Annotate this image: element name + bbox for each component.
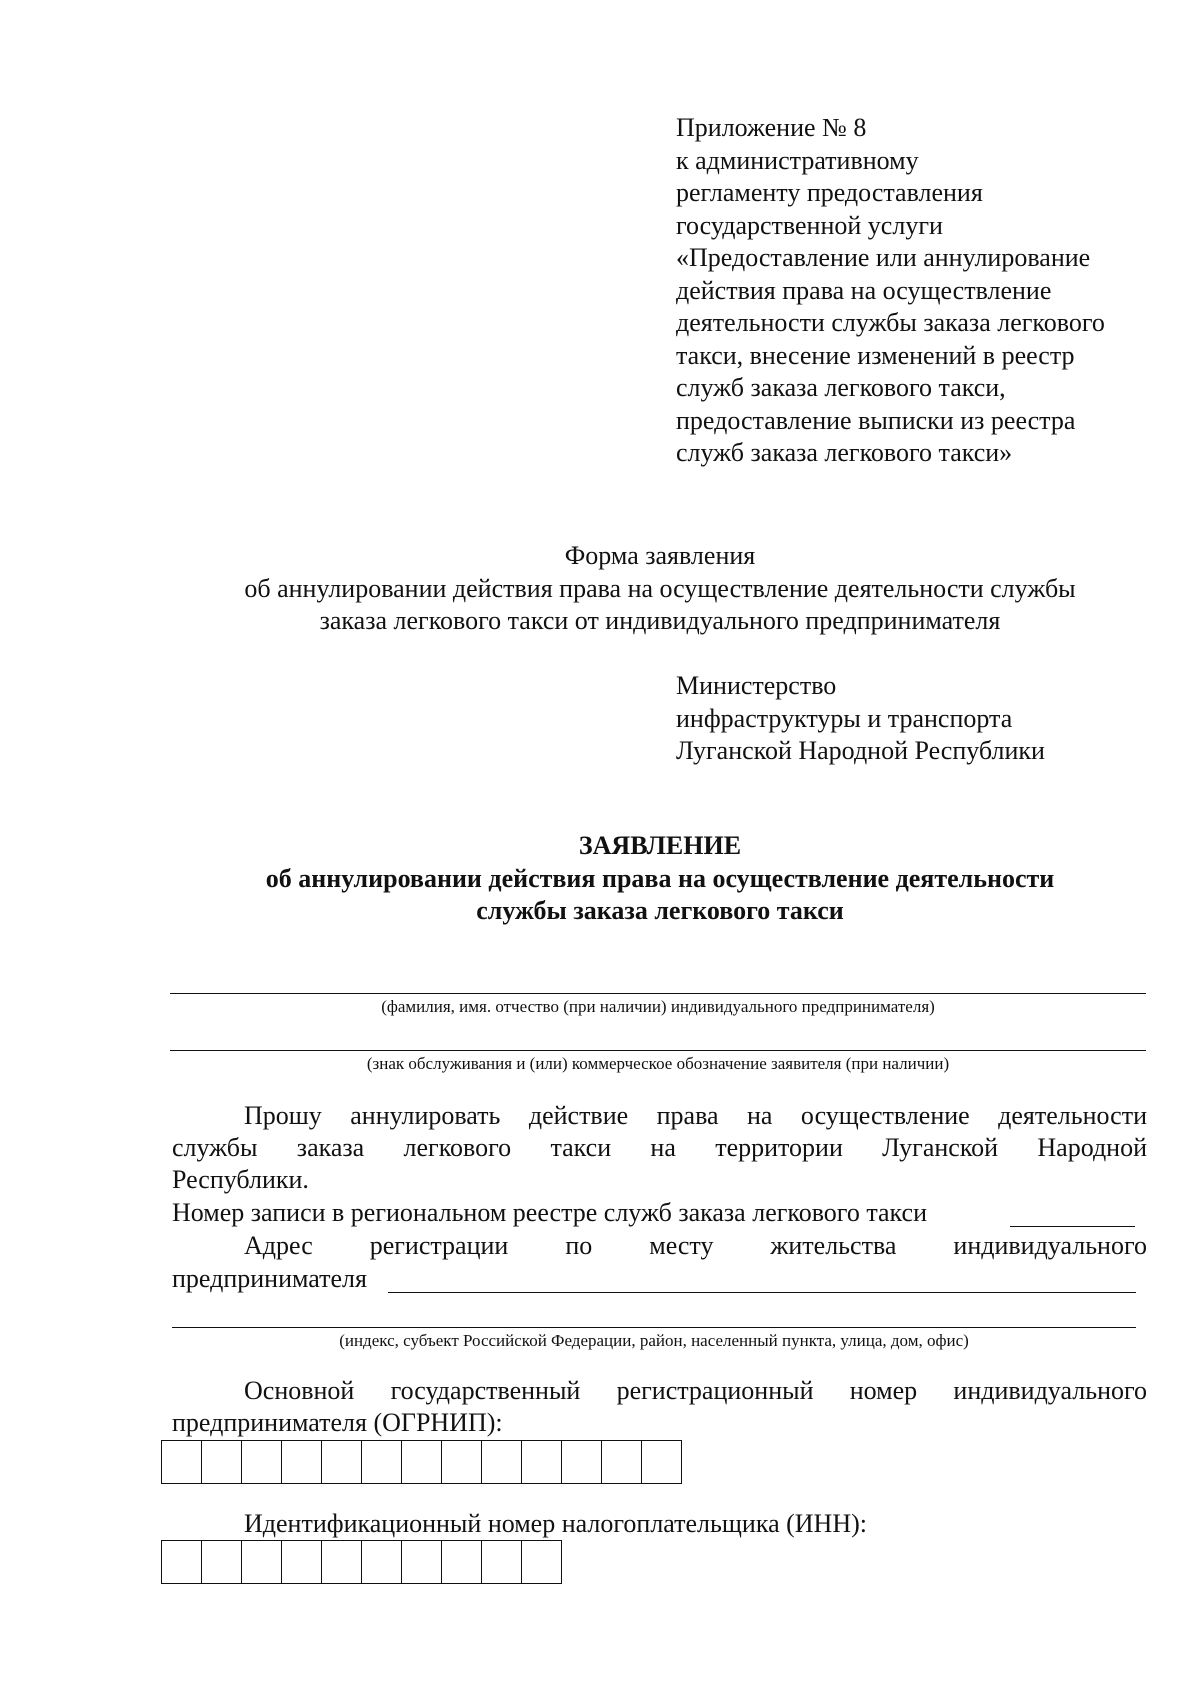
ogrnip-digit-box[interactable] (522, 1440, 562, 1484)
ministry-line: Министерство (676, 671, 837, 700)
ogrnip-digit-box[interactable] (402, 1440, 442, 1484)
inn-digit-box[interactable] (482, 1540, 522, 1584)
address-field-caption: (индекс, субъект Российской Федерации, район, населенный пункта, улица, дом, офис) (339, 1331, 969, 1350)
registry-number-field-line[interactable] (1010, 1226, 1135, 1227)
inn-digit-box[interactable] (242, 1540, 282, 1584)
ogrnip-digit-box[interactable] (602, 1440, 642, 1484)
form-title-line: Форма заявления (564, 541, 756, 570)
inn-digit-box[interactable] (442, 1540, 482, 1584)
form-title-line: об аннулировании действия права на осуществление деятельности службы (244, 573, 1076, 603)
address-label-line: Адрес регистрации по месту жительства индивидуального (244, 1231, 1147, 1260)
ministry-line: Луганской Народной Республики (676, 736, 1045, 765)
appendix-line: такси, внесение изменений в реестр (676, 340, 1075, 370)
ogrnip-digit-box[interactable] (322, 1440, 362, 1484)
ministry-line: инфраструктуры и транспорта (676, 703, 1013, 733)
name-field-line[interactable] (170, 993, 1146, 994)
inn-digit-box[interactable] (362, 1540, 402, 1584)
appendix-line: к административному (676, 145, 919, 175)
service-mark-field-line[interactable] (170, 1050, 1146, 1051)
ogrnip-digit-box[interactable] (562, 1440, 602, 1484)
ogrnip-digit-box[interactable] (202, 1440, 242, 1484)
statement-subtitle-line: об аннулировании действия права на осуществление деятельности (265, 863, 1055, 893)
ogrnip-digit-box[interactable] (362, 1440, 402, 1484)
ogrnip-digit-box[interactable] (482, 1440, 522, 1484)
inn-label: Идентификационный номер налогоплательщика (ИНН): (244, 1509, 867, 1538)
request-line: Прошу аннулировать действие права на осуществление деятельности (244, 1101, 1147, 1130)
ogrnip-label-line: Основной государственный регистрационный номер индивидуального (244, 1376, 1147, 1405)
request-line: Республики. (172, 1165, 309, 1194)
form-title-line: заказа легкового такси от индивидуального предпринимателя (319, 606, 1001, 635)
inn-digit-box[interactable] (402, 1540, 442, 1584)
statement-heading (160, 830, 1160, 928)
statement-subtitle-line: службы заказа легкового такси (476, 896, 844, 925)
ogrnip-digit-box[interactable] (642, 1440, 682, 1484)
address-field-line-2[interactable] (172, 1327, 1136, 1328)
ogrnip-digit-box[interactable] (442, 1440, 482, 1484)
statement-title: ЗАЯВЛЕНИЕ (578, 831, 742, 860)
appendix-line: «Предоставление или аннулирование (676, 243, 1091, 272)
ministry-block (676, 670, 1156, 768)
form-title (150, 540, 1170, 638)
ogrnip-input-boxes[interactable] (161, 1440, 682, 1484)
inn-digit-box[interactable] (282, 1540, 322, 1584)
appendix-line: предоставление выписки из реестра (676, 405, 1076, 435)
service-mark-field-caption: (знак обслуживания и (или) коммерческое обозначение заявителя (при наличии) (366, 1054, 950, 1073)
appendix-line: регламенту предоставления (676, 178, 983, 207)
appendix-block (676, 112, 1176, 470)
registry-number-label: Номер записи в региональном реестре служб заказа легкового такси (172, 1198, 927, 1227)
appendix-line: служб заказа легкового такси, (676, 373, 1006, 402)
inn-digit-box[interactable] (522, 1540, 562, 1584)
inn-digit-box[interactable] (322, 1540, 362, 1584)
ogrnip-digit-box[interactable] (162, 1440, 202, 1484)
address-field-line[interactable] (388, 1292, 1136, 1293)
appendix-line: деятельности службы заказа легкового (676, 308, 1105, 337)
ogrnip-digit-box[interactable] (282, 1440, 322, 1484)
appendix-line: служб заказа легкового такси» (676, 438, 1013, 467)
ogrnip-digit-box[interactable] (242, 1440, 282, 1484)
inn-input-boxes[interactable] (161, 1540, 562, 1584)
inn-digit-box[interactable] (162, 1540, 202, 1584)
appendix-line: Приложение № 8 (676, 113, 867, 142)
inn-digit-box[interactable] (202, 1540, 242, 1584)
request-line: службы заказа легкового такси на территории Луганской Народной (172, 1133, 1147, 1162)
name-field-caption: (фамилия, имя. отчество (при наличии) индивидуального предпринимателя) (381, 997, 935, 1016)
address-label-line: предпринимателя (172, 1264, 367, 1293)
ogrnip-label-line: предпринимателя (ОГРНИП): (172, 1408, 503, 1437)
appendix-line: действия права на осуществление (676, 275, 1052, 305)
appendix-line: государственной услуги (676, 210, 943, 240)
